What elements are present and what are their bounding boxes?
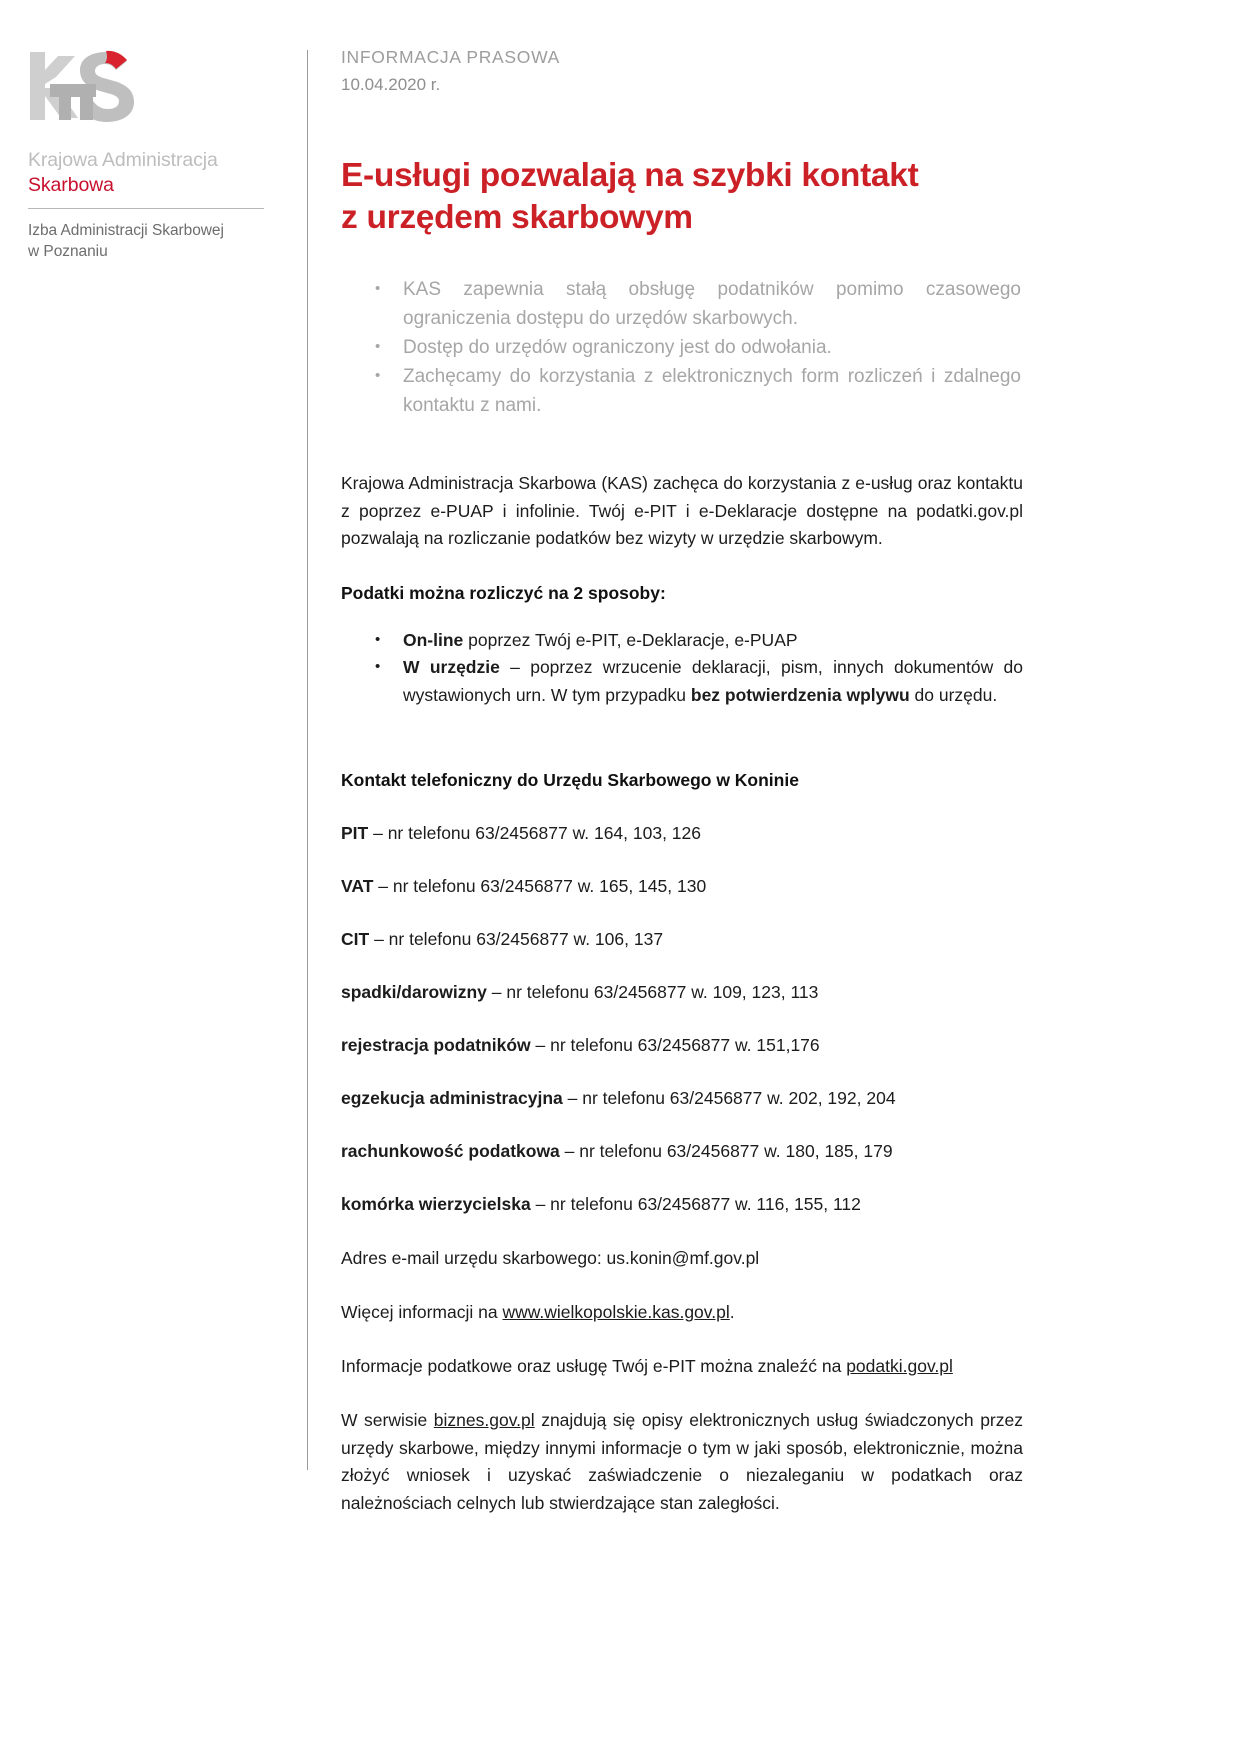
headline-line-2: z urzędem skarbowym xyxy=(341,199,693,236)
contact-label: CIT xyxy=(341,929,370,949)
tax-info-label: Informacje podatkowe oraz usługę Twój e-PIT można znaleźć na xyxy=(341,1356,847,1376)
more-info-line xyxy=(341,1299,1023,1326)
contact-row-vat xyxy=(341,873,1023,900)
lead-bullet-list xyxy=(341,275,1023,420)
way-text-online: poprzez Twój e-PIT, e-Deklaracje, e-PUAP xyxy=(463,629,798,650)
link-wielkopolskie-kas[interactable]: www.wielkopolskie.kas.gov.pl xyxy=(502,1302,730,1322)
more-info-label: Więcej informacji na xyxy=(341,1302,503,1322)
email-address: us.konin@mf.gov.pl xyxy=(606,1248,760,1268)
contact-heading: Kontakt telefoniczny do Urzędu Skarbowego w Koninie xyxy=(341,770,799,790)
list-item xyxy=(403,654,1023,709)
logo-sidebar xyxy=(0,0,307,1754)
list-item xyxy=(403,627,1023,655)
contact-label: VAT xyxy=(341,876,374,896)
contact-detail: – nr telefonu 63/2456877 w. 164, 103, 126 xyxy=(368,823,702,843)
logo-org-line1: Krajowa Administracja xyxy=(28,149,218,171)
more-info-suffix: . xyxy=(729,1302,735,1322)
contact-row-egzekucja xyxy=(341,1085,1023,1112)
logo-org-line2: Skarbowa xyxy=(28,174,114,196)
kas-logo-mark-icon xyxy=(28,48,146,132)
tax-info-line xyxy=(341,1353,1023,1380)
link-biznes-gov-pl[interactable]: biznes.gov.pl xyxy=(433,1410,535,1430)
contact-row-rachunkowosc xyxy=(341,1138,1023,1165)
way-text-office-a: – poprzez wrzucenie deklaracji, pism, innych dokumentów do wystawionych urn. W tym przypadku xyxy=(403,657,1023,705)
contact-detail: – nr telefonu 63/2456877 w. 151,176 xyxy=(530,1035,820,1055)
contact-detail: – nr telefonu 63/2456877 w. 116, 155, 112 xyxy=(530,1194,861,1214)
vertical-divider xyxy=(307,50,308,1470)
list-item: • Zachęcamy do korzystania z elektronicznych form rozliczeń i zdalnego kontaktu z nami. xyxy=(403,362,1023,420)
headline-line-1: E-usługi pozwalają na szybki kontakt xyxy=(341,157,919,194)
contact-row-spadki xyxy=(341,979,1023,1006)
contact-detail: – nr telefonu 63/2456877 w. 109, 123, 113 xyxy=(486,982,819,1002)
ways-heading: Podatki można rozliczyć na 2 sposoby: xyxy=(341,582,666,603)
page-title xyxy=(341,155,1023,239)
way-text-office-b: do urzędu. xyxy=(909,684,998,705)
contact-detail: – nr telefonu 63/2456877 w. 106, 137 xyxy=(369,929,664,949)
email-line xyxy=(341,1245,1023,1272)
contact-label: rachunkowość podatkowa xyxy=(341,1141,560,1161)
logo-office-line2: w Poznaniu xyxy=(28,243,108,260)
logo-divider-rule xyxy=(28,208,264,209)
list-item: • KAS zapewnia stałą obsługę podatników pomimo czasowego ograniczenia dostępu do urzędów skarbowych. xyxy=(403,275,1023,333)
kas-logo-block xyxy=(28,48,278,262)
closing-prefix: W serwisie xyxy=(341,1410,434,1430)
contact-label: komórka wierzycielska xyxy=(341,1194,531,1214)
logo-office-line1: Izba Administracji Skarbowej xyxy=(28,222,224,239)
contact-row-cit xyxy=(341,926,1023,953)
main-content xyxy=(341,45,1023,1517)
closing-suffix: znajdują się opisy elektronicznych usług świadczonych przez urzędy skarbowe, między innymi informacje o tym w jaki sposób, elektronicznie, można złożyć wniosek i uzyskać zaświadczenie o niezaleganiu w podatkach oraz należnościach celnych lub stwierdzające stan zaległości. xyxy=(341,1410,1023,1513)
email-label: Adres e-mail urzędu skarbowego: xyxy=(341,1248,607,1268)
contact-detail: – nr telefonu 63/2456877 w. 165, 145, 130 xyxy=(373,876,707,896)
contact-detail: – nr telefonu 63/2456877 w. 202, 192, 204 xyxy=(562,1088,896,1108)
link-podatki-gov-pl[interactable]: podatki.gov.pl xyxy=(846,1356,953,1376)
contact-label: PIT xyxy=(341,823,369,843)
contact-row-pit xyxy=(341,820,1023,847)
intro-paragraph: Krajowa Administracja Skarbowa (KAS) zachęca do korzystania z e-usług oraz kontaktu z poprzez e-PUAP i infolinie. Twój e-PIT i e-Deklaracje dostępne na podatki.gov.pl pozwalają na rozliczanie podatków bez wizyty w urzędzie skarbowym. xyxy=(341,473,1023,548)
contact-row-rejestracja xyxy=(341,1032,1023,1059)
ways-list xyxy=(341,627,1023,710)
press-release-date: 10.04.2020 r. xyxy=(341,75,441,94)
contact-label: rejestracja podatników xyxy=(341,1035,531,1055)
contact-label: egzekucja administracyjna xyxy=(341,1088,563,1108)
list-item: • Dostęp do urzędów ograniczony jest do odwołania. xyxy=(403,333,1023,362)
contact-label: spadki/darowizny xyxy=(341,982,487,1002)
closing-paragraph xyxy=(341,1407,1023,1517)
way-label-office: W urzędzie xyxy=(403,657,500,677)
contact-detail: – nr telefonu 63/2456877 w. 180, 185, 179 xyxy=(559,1141,893,1161)
way-text-office-emphasis: bez potwierdzenia wplywu xyxy=(690,684,910,705)
way-label-online: On-line xyxy=(403,629,464,650)
contact-row-wierzycielska xyxy=(341,1191,1023,1218)
press-release-kicker: INFORMACJA PRASOWA xyxy=(341,47,561,67)
